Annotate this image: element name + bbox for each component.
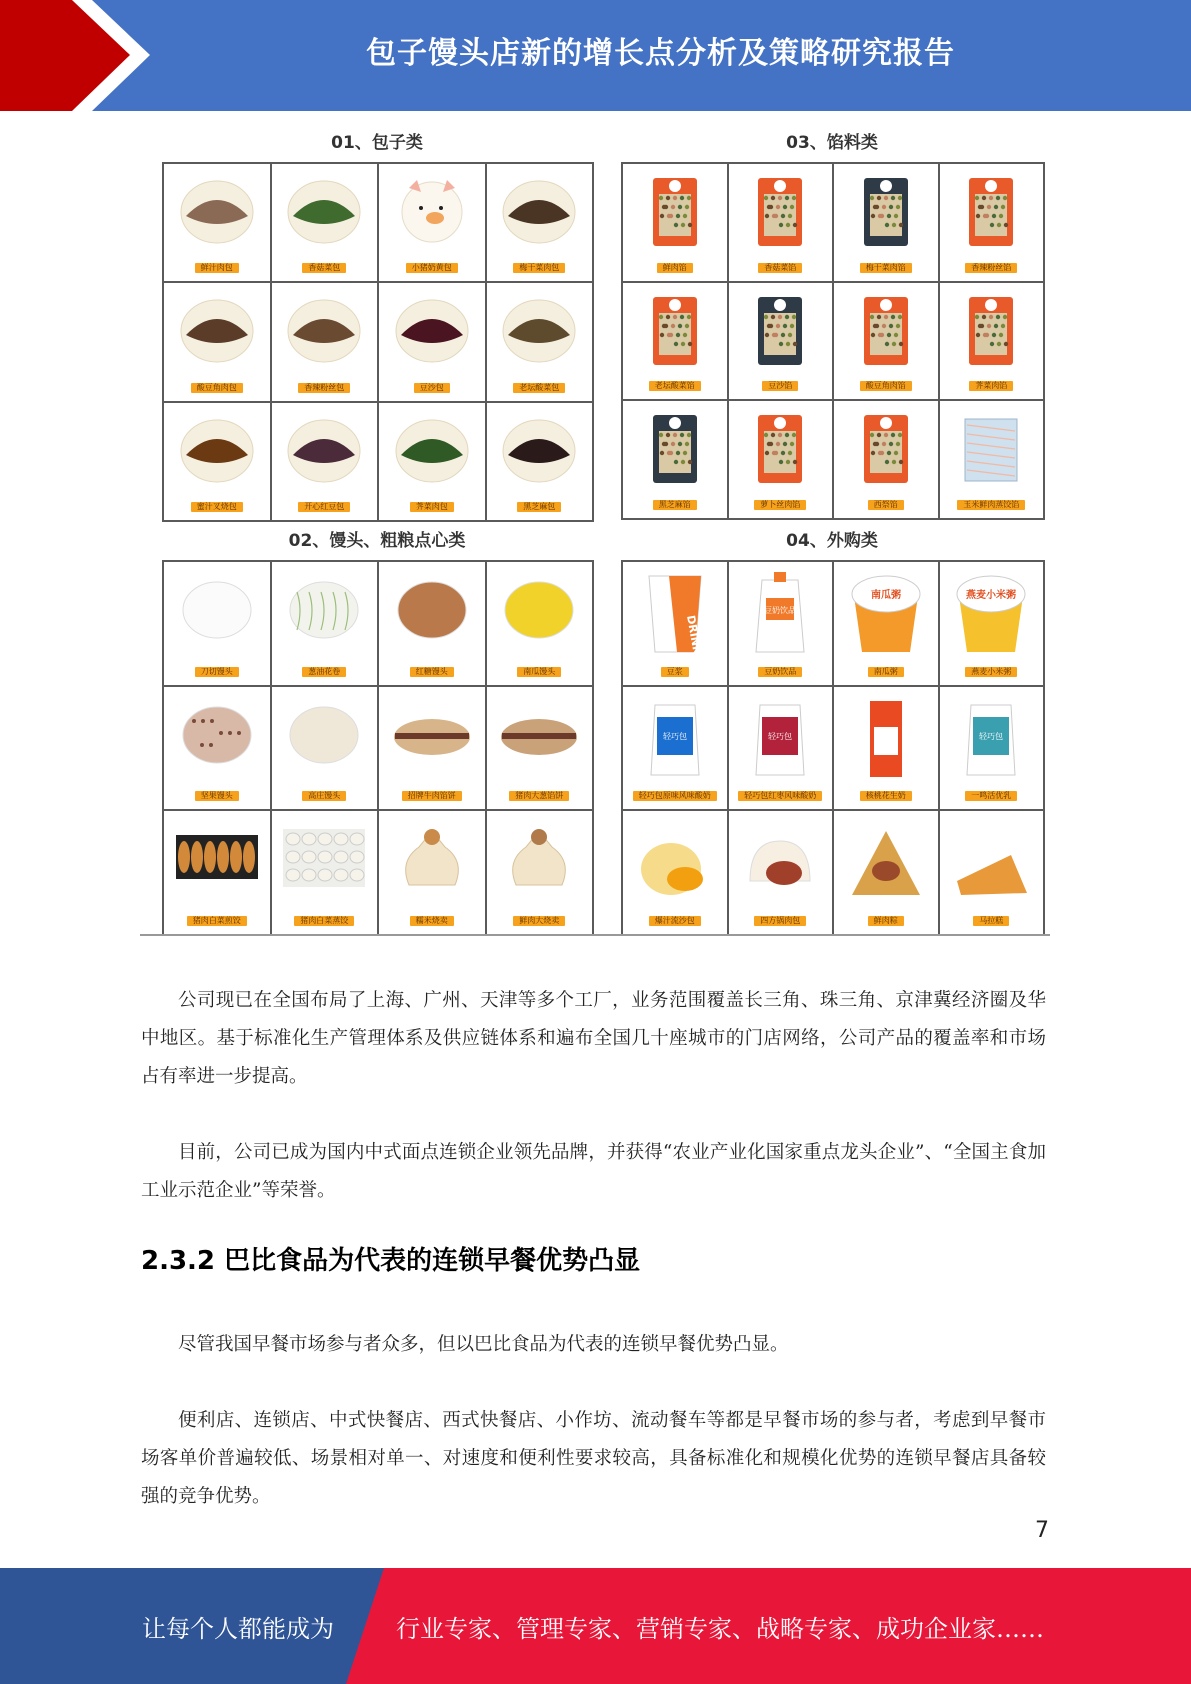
- product-image: [498, 293, 580, 365]
- svg-text:豆奶饮品: 豆奶饮品: [764, 606, 797, 615]
- product-image: [961, 174, 1021, 250]
- product-label: 玉米鲜肉蒸饺馅: [957, 500, 1025, 510]
- section-heading: 2.3.2 巴比食品为代表的连锁早餐优势凸显: [141, 1246, 641, 1276]
- product-image: [961, 411, 1021, 487]
- product-label: 四方锅肉包: [754, 916, 806, 926]
- product-label: 招牌牛肉馅饼: [402, 791, 462, 801]
- product-image: [740, 697, 820, 781]
- product-image: [951, 572, 1031, 656]
- product-image: [391, 413, 473, 485]
- product-label: 酸豆角肉馅: [860, 381, 912, 391]
- product-label: 糯米烧卖: [410, 916, 454, 926]
- product-image: [635, 572, 715, 656]
- product-label: 西祭馅: [868, 500, 904, 510]
- product-cell: [623, 283, 727, 400]
- product-grid: [162, 162, 594, 522]
- section-fillings: [621, 128, 1043, 520]
- product-cell: [940, 164, 1044, 281]
- product-label: 香辣粉丝馅: [965, 263, 1017, 273]
- product-cell: [623, 401, 727, 518]
- product-image: [391, 293, 473, 365]
- product-cell: [164, 811, 270, 934]
- product-label: 鲜肉馅: [657, 263, 693, 273]
- product-image: [498, 413, 580, 485]
- product-label: 坚果馒头: [195, 791, 239, 801]
- product-cell: [729, 401, 833, 518]
- product-label: 猪肉大葱馅饼: [509, 791, 569, 801]
- product-label: 香辣粉丝包: [298, 383, 350, 393]
- product-image: [391, 174, 473, 246]
- svg-text:DRINK: DRINK: [683, 614, 704, 656]
- product-cell: [379, 283, 485, 400]
- product-cell: [164, 283, 270, 400]
- product-cell: [487, 811, 593, 934]
- product-cell: [164, 403, 270, 520]
- product-image: [951, 697, 1031, 781]
- product-cell: [940, 811, 1044, 934]
- product-cell: [729, 687, 833, 810]
- product-image: [846, 821, 926, 905]
- product-cell: [834, 811, 938, 934]
- product-label: 猪肉白菜煎饺: [187, 916, 247, 926]
- product-label: 南瓜馒头: [517, 667, 561, 677]
- product-image: [740, 572, 820, 656]
- product-label: 小猪奶黄包: [406, 263, 458, 273]
- paragraph-company-honors: 目前，公司已成为国内中式面点连锁企业领先品牌，并获得“农业产业化国家重点龙头企业”、“全国主食加工业示范企业”等荣誉。: [141, 1142, 1046, 1201]
- product-label: 黑芝麻馅: [653, 500, 697, 510]
- product-label: 老坛酸菜馅: [649, 381, 701, 391]
- product-label: 荠菜肉包: [410, 502, 454, 512]
- product-cell: [834, 401, 938, 518]
- product-image: [645, 174, 705, 250]
- product-cell: [940, 283, 1044, 400]
- paragraph-chain-advantage: 尽管我国早餐市场参与者众多，但以巴比食品为代表的连锁早餐优势凸显。: [178, 1334, 789, 1355]
- product-cell: [729, 164, 833, 281]
- product-cell: [272, 562, 378, 685]
- product-image: [176, 174, 258, 246]
- product-cell: [487, 562, 593, 685]
- product-image: [283, 293, 365, 365]
- section-title: 03、馅料类: [786, 133, 878, 153]
- footer-slogan-left: 让每个人都能成为: [142, 1614, 334, 1643]
- section-title: 02、馒头、粗粮点心类: [288, 531, 466, 551]
- svg-text:轻巧包: 轻巧包: [662, 731, 687, 741]
- section-title: 01、包子类: [331, 133, 423, 153]
- product-cell: [164, 562, 270, 685]
- product-cell: [379, 562, 485, 685]
- report-title: 包子馒头店新的增长点分析及策略研究报告: [366, 36, 955, 71]
- product-label: 红糖馒头: [410, 667, 454, 677]
- product-image: [951, 821, 1031, 905]
- page-number: 7: [1035, 1518, 1049, 1543]
- product-label: 豆沙馅: [762, 381, 798, 391]
- product-label: 轻巧包原味风味酸奶: [633, 791, 717, 801]
- product-label: 爆汁流沙包: [649, 916, 701, 926]
- product-cell: [487, 687, 593, 810]
- product-label: 酸豆角肉包: [191, 383, 243, 393]
- product-image: [174, 697, 260, 769]
- product-cell: [834, 283, 938, 400]
- product-image: [496, 821, 582, 893]
- product-image: [645, 411, 705, 487]
- product-image: [281, 697, 367, 769]
- product-image: [389, 697, 475, 769]
- product-label: 鲜汁肉包: [195, 263, 239, 273]
- product-label: 鲜肉粽: [868, 916, 904, 926]
- product-image: [740, 821, 820, 905]
- product-cell: [729, 562, 833, 685]
- svg-text:南瓜粥: 南瓜粥: [870, 590, 901, 601]
- figure-bottom-rule: [140, 934, 1050, 936]
- product-cell: [729, 283, 833, 400]
- product-label: 鲜肉大烧卖: [513, 916, 565, 926]
- product-cell: [623, 687, 727, 810]
- product-label: 蜜汁叉烧包: [191, 502, 243, 512]
- product-cell: [272, 283, 378, 400]
- section-baozi: [162, 128, 592, 520]
- product-image: [750, 411, 810, 487]
- product-image: [635, 697, 715, 781]
- product-cell: [729, 811, 833, 934]
- product-image: [750, 174, 810, 250]
- product-image: [281, 821, 367, 893]
- header-chevron-graphic: [0, 0, 160, 111]
- svg-text:轻巧包: 轻巧包: [979, 731, 1004, 741]
- section-outsourced: [621, 526, 1043, 934]
- product-label: 葱油花卷: [302, 667, 346, 677]
- svg-text:燕麦小米粥: 燕麦小米粥: [966, 590, 1017, 601]
- product-image: [846, 697, 926, 781]
- product-cell: [164, 164, 270, 281]
- product-grid: [621, 560, 1045, 936]
- product-image: [174, 821, 260, 893]
- product-cell: [379, 403, 485, 520]
- product-catalog-figure: [140, 128, 1050, 936]
- product-image: [281, 572, 367, 644]
- product-label: 香菇菜馅: [758, 263, 802, 273]
- product-cell: [940, 562, 1044, 685]
- product-label: 一鸣活优乳: [965, 791, 1017, 801]
- product-image: [283, 174, 365, 246]
- product-cell: [834, 687, 938, 810]
- section-title: 04、外购类: [786, 531, 878, 551]
- product-grid: [621, 162, 1045, 520]
- page-header: [0, 0, 1191, 111]
- product-cell: [623, 811, 727, 934]
- product-label: 豆浆: [661, 667, 689, 677]
- product-cell: [940, 687, 1044, 810]
- product-label: 刀切馒头: [195, 667, 239, 677]
- paragraph-factory-layout: 公司现已在全国布局了上海、广州、天津等多个工厂，业务范围覆盖长三角、珠三角、京津冀经济圈及华中地区。基于标准化生产管理体系及供应链体系和遍布全国几十座城市的门店网络，公司产品的覆盖率和市场占有率进一步提高。: [141, 990, 1046, 1087]
- product-label: 马拉糕: [973, 916, 1009, 926]
- product-image: [856, 174, 916, 250]
- product-image: [961, 293, 1021, 369]
- product-label: 开心红豆包: [298, 502, 350, 512]
- product-cell: [272, 687, 378, 810]
- product-cell: [272, 403, 378, 520]
- product-label: 梅干菜肉包: [513, 263, 565, 273]
- product-cell: [487, 164, 593, 281]
- product-label: 老坛酸菜包: [513, 383, 565, 393]
- product-image: [856, 293, 916, 369]
- product-label: 荠菜肉馅: [969, 381, 1013, 391]
- product-cell: [379, 164, 485, 281]
- product-cell: [623, 164, 727, 281]
- product-cell: [940, 401, 1044, 518]
- product-cell: [834, 164, 938, 281]
- product-image: [635, 821, 715, 905]
- product-image: [389, 572, 475, 644]
- product-label: 高庄馒头: [302, 791, 346, 801]
- product-cell: [487, 403, 593, 520]
- product-label: 梅干菜肉馅: [860, 263, 912, 273]
- product-cell: [623, 562, 727, 685]
- product-cell: [834, 562, 938, 685]
- product-label: 萝卜丝肉馅: [754, 500, 806, 510]
- product-image: [496, 572, 582, 644]
- product-cell: [487, 283, 593, 400]
- paragraph-market-participants: 便利店、连锁店、中式快餐店、西式快餐店、小作坊、流动餐车等都是早餐市场的参与者，考虑到早餐市场客单价普遍较低、场景相对单一、对速度和便利性要求较高，具备标准化和规模化优势的连锁早餐店具备较强的竞争优势。: [141, 1410, 1046, 1507]
- product-label: 核桃花生奶: [860, 791, 912, 801]
- product-grid: [162, 560, 594, 936]
- product-image: [496, 697, 582, 769]
- product-cell: [272, 164, 378, 281]
- product-image: [846, 572, 926, 656]
- product-label: 黑芝麻包: [517, 502, 561, 512]
- product-label: 燕麦小米粥: [965, 667, 1017, 677]
- product-image: [645, 293, 705, 369]
- footer-slogan-right: 行业专家、管理专家、营销专家、战略专家、成功企业家……: [396, 1614, 1044, 1643]
- product-image: [174, 572, 260, 644]
- product-image: [176, 413, 258, 485]
- product-label: 香菇菜包: [302, 263, 346, 273]
- page-footer: [0, 1568, 1191, 1684]
- product-cell: [272, 811, 378, 934]
- svg-text:轻巧包: 轻巧包: [768, 731, 793, 741]
- product-image: [176, 293, 258, 365]
- product-label: 豆沙包: [414, 383, 450, 393]
- product-label: 猪肉白菜蒸饺: [294, 916, 354, 926]
- product-image: [750, 293, 810, 369]
- product-label: 南瓜粥: [868, 667, 904, 677]
- product-image: [283, 413, 365, 485]
- product-label: 豆奶饮品: [758, 667, 802, 677]
- product-cell: [379, 811, 485, 934]
- product-image: [389, 821, 475, 893]
- product-cell: [379, 687, 485, 810]
- product-label: 轻巧包红枣风味酸奶: [738, 791, 822, 801]
- product-image: [498, 174, 580, 246]
- product-cell: [164, 687, 270, 810]
- section-mantou: [162, 526, 592, 934]
- product-image: [856, 411, 916, 487]
